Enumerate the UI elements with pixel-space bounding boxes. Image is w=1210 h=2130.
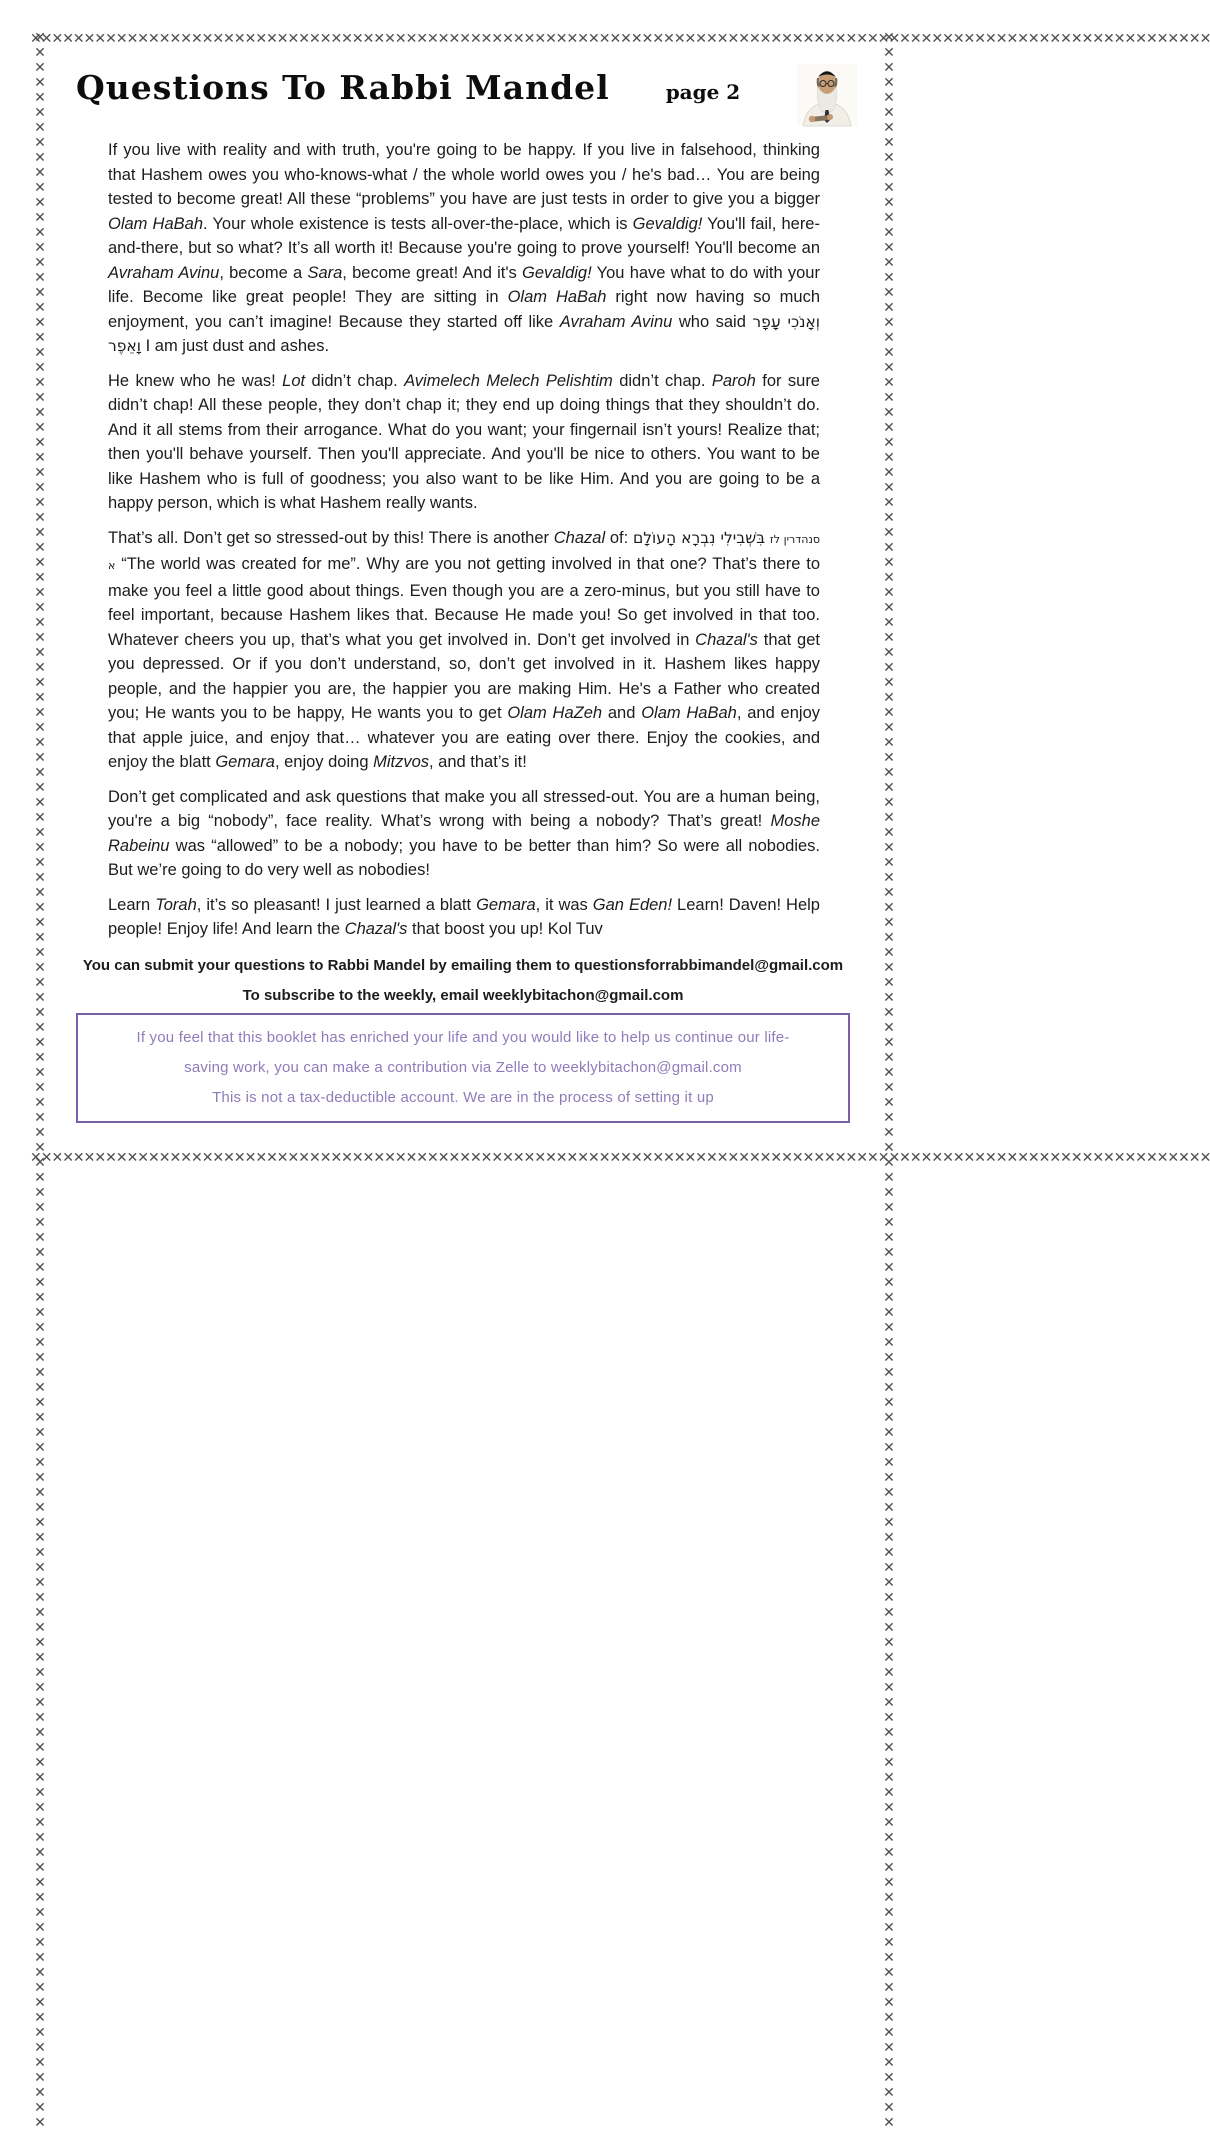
text-run: That’s all. Don’t get so stressed-out by this! There is another bbox=[108, 528, 554, 547]
emphasized-term: Paroh bbox=[711, 371, 756, 390]
donation-line: If you feel that this booklet has enriched your life and you would like to help us continue our life- bbox=[136, 1028, 790, 1046]
cross-stitch-border-top: ✕✕✕✕✕✕✕✕✕✕✕✕✕✕✕✕✕✕✕✕✕✕✕✕✕✕✕✕✕✕✕✕✕✕✕✕✕✕✕✕✕✕✕✕✕✕✕✕✕✕✕✕✕✕✕✕✕✕✕✕✕✕✕✕✕✕✕✕✕✕✕✕✕✕✕✕✕✕✕✕✕✕✕✕✕✕✕✕✕✕✕✕✕✕✕✕✕✕✕✕✕✕✕✕✕✕✕✕✕✕ bbox=[30, 31, 1210, 47]
text-run: , become great! And it's bbox=[342, 263, 522, 282]
emphasized-term: Mitzvos bbox=[373, 753, 430, 771]
rabbi-portrait-graphic bbox=[797, 64, 857, 126]
paragraph bbox=[108, 526, 820, 775]
hebrew-phrase: סנהדרין לז א bbox=[108, 532, 820, 572]
emphasized-term: Olam HaZeh bbox=[507, 704, 603, 722]
emphasized-term: Chazal's bbox=[344, 920, 408, 938]
page-title: Questions To Rabbi Mandel bbox=[76, 68, 610, 107]
cross-stitch-border-right: ✕✕✕✕✕✕✕✕✕✕✕✕✕✕✕✕✕✕✕✕✕✕✕✕✕✕✕✕✕✕✕✕✕✕✕✕✕✕✕✕✕✕✕✕✕✕✕✕✕✕✕✕✕✕✕✕✕✕✕✕✕✕✕✕✕✕✕✕✕✕✕✕✕✕✕✕✕✕✕✕✕✕✕✕✕✕✕✕✕✕✕✕✕✕✕✕✕✕✕✕✕✕✕✕✕✕✕✕✕✕✕✕✕✕✕✕✕✕✕✕✕✕✕✕✕✕✕✕✕✕✕✕✕✕✕✕✕✕✕✕ bbox=[881, 30, 897, 2130]
text-run: Learn bbox=[108, 895, 156, 914]
emphasized-term: Olam HaBah bbox=[507, 288, 607, 306]
emphasized-term: Moshe Rabeinu bbox=[108, 812, 820, 855]
text-run: of: bbox=[605, 528, 633, 547]
text-run: didn’t chap. bbox=[305, 371, 405, 390]
emphasized-term: Chazal's bbox=[695, 630, 758, 649]
paragraph bbox=[108, 785, 820, 883]
submit-questions-line: You can submit your questions to Rabbi Mandel by emailing them to questionsforrabbimandel@gmail.com bbox=[82, 956, 844, 974]
text-run: “The world was created for me”. Why are you not getting involved in that one? That’s there to make you feel a little good about things. Even though you are a zero-minus, but you still have to feel important, because Hashem likes that. Because He made you! So get involved in that too. Whatever cheers you up, that’s what you get involved in. Don’t get involved in bbox=[108, 555, 820, 649]
subscribe-line: To subscribe to the weekly, email weeklybitachon@gmail.com bbox=[242, 986, 684, 1004]
text-run: , become a bbox=[219, 263, 308, 282]
emphasized-term: Olam HaBah bbox=[641, 704, 737, 722]
text-run: Learn! Daven! Help people! Enjoy life! And learn the bbox=[108, 895, 820, 938]
hebrew-phrase: וְאָנֹכִי עָפָר וָאֵפֶר bbox=[108, 312, 820, 355]
text-run: You'll fail, here-and-there, but so what? It’s all worth it! Because you're going to prove yourself! You'll become an bbox=[108, 214, 820, 257]
text-run: I am just dust and ashes. bbox=[141, 337, 330, 355]
text-run: for sure didn’t chap! All these people, they don’t chap it; they end up doing things that they shouldn’t do. And it all stems from their arrogance. What do you want; your fingernail isn’t yours! Realize that; then you'll behave yourself. Then you'll appreciate. And you'll be nice to others. You want to be like Hashem who is full of goodness; you also want to be like Him. And you are going to be a happy person, which is what Hashem really wants. bbox=[108, 371, 820, 512]
text-run: . Your whole existence is tests all-over-the-place, which is bbox=[203, 214, 633, 233]
text-run: didn’t chap. bbox=[612, 371, 712, 390]
text-run: , and enjoy that apple juice, and enjoy that… whatever you are eating over there. Enjoy the cookies, and enjoy the blatt bbox=[108, 704, 820, 771]
text-run: , it’s so pleasant! I just learned a blatt bbox=[196, 895, 477, 914]
text-run: and bbox=[602, 704, 642, 722]
rabbi-photo bbox=[797, 64, 857, 126]
cross-stitch-border-left: ✕✕✕✕✕✕✕✕✕✕✕✕✕✕✕✕✕✕✕✕✕✕✕✕✕✕✕✕✕✕✕✕✕✕✕✕✕✕✕✕✕✕✕✕✕✕✕✕✕✕✕✕✕✕✕✕✕✕✕✕✕✕✕✕✕✕✕✕✕✕✕✕✕✕✕✕✕✕✕✕✕✕✕✕✕✕✕✕✕✕✕✕✕✕✕✕✕✕✕✕✕✕✕✕✕✕✕✕✕✕✕✕✕✕✕✕✕✕✕✕✕✕✕✕✕✕✕✕✕✕✕✕✕✕✕✕✕✕✕✕ bbox=[32, 30, 48, 2130]
text-run: , and that’s it! bbox=[429, 753, 527, 771]
text-run: who said bbox=[672, 312, 753, 331]
text-run: , it was bbox=[535, 895, 593, 914]
text-run: If you live with reality and with truth, you're going to be happy. If you live in falsehood, thinking that Hashem owes you who-knows-what / the whole world owes you / he's bad… You are being tested to become great! All these “problems” you have are just tests in order to give you a bigger bbox=[108, 141, 820, 208]
text-run: He knew who he was! bbox=[108, 371, 283, 390]
emphasized-term: Sara bbox=[307, 263, 343, 282]
page-number-label: page 2 bbox=[665, 80, 741, 104]
cross-stitch-border-bottom: ✕✕✕✕✕✕✕✕✕✕✕✕✕✕✕✕✕✕✕✕✕✕✕✕✕✕✕✕✕✕✕✕✕✕✕✕✕✕✕✕✕✕✕✕✕✕✕✕✕✕✕✕✕✕✕✕✕✕✕✕✕✕✕✕✕✕✕✕✕✕✕✕✕✕✕✕✕✕✕✕✕✕✕✕✕✕✕✕✕✕✕✕✕✕✕✕✕✕✕✕✕✕✕✕✕✕✕✕✕✕ bbox=[30, 1150, 1210, 1166]
emphasized-term: Avimelech Melech Pelishtim bbox=[404, 371, 613, 390]
text-run: was “allowed” to be a nobody; you have to be better than him? So were all nobodies. But we’re going to do very well as nobodies! bbox=[108, 836, 820, 879]
text-run: that get you depressed. Or if you don’t understand, so, don’t get involved in it. Hashem likes happy people, and the happier you are, the happier you are making Him. He's a Father who created you; He wants you to be happy, He wants you to get bbox=[108, 630, 820, 722]
emphasized-term: Chazal bbox=[553, 528, 606, 547]
emphasized-term: Lot bbox=[282, 371, 306, 390]
donation-line: This is not a tax-deductible account. We are in the process of setting it up bbox=[212, 1088, 714, 1106]
text-run: Don’t get complicated and ask questions that make you all stressed-out. You are a human being, you're a big “nobody”, face reality. What’s wrong with being a nobody? That’s great! bbox=[108, 787, 820, 830]
page-content bbox=[76, 66, 850, 1123]
emphasized-term: Gemara bbox=[215, 753, 275, 771]
text-run: You have what to do with your life. Become like great people! They are sitting in bbox=[108, 263, 820, 306]
paragraph bbox=[108, 893, 820, 942]
emphasized-term: Gemara bbox=[476, 895, 536, 914]
emphasized-term: Avraham Avinu bbox=[559, 312, 673, 331]
article-body bbox=[108, 138, 820, 942]
emphasized-term: Olam HaBah bbox=[108, 214, 204, 233]
donation-box bbox=[76, 1013, 850, 1123]
emphasized-term: Torah bbox=[155, 895, 197, 914]
donation-line: saving work, you can make a contribution via Zelle to weeklybitachon@gmail.com bbox=[184, 1058, 742, 1076]
hebrew-phrase: בִּשְׁבִילִי נִבְרָא הָעוֹלָם bbox=[632, 528, 766, 547]
text-run: that boost you up! Kol Tuv bbox=[407, 920, 603, 938]
emphasized-term: Gan Eden! bbox=[592, 895, 673, 914]
emphasized-term: Gevaldig! bbox=[521, 263, 592, 282]
emphasized-term: Avraham Avinu bbox=[108, 263, 220, 282]
paragraph bbox=[108, 369, 820, 516]
paragraph bbox=[108, 138, 820, 359]
emphasized-term: Gevaldig! bbox=[632, 214, 703, 233]
page-header bbox=[76, 66, 850, 116]
text-run: right now having so much enjoyment, you can’t imagine! Because they started off like bbox=[108, 288, 820, 331]
text-run: , enjoy doing bbox=[274, 753, 374, 771]
